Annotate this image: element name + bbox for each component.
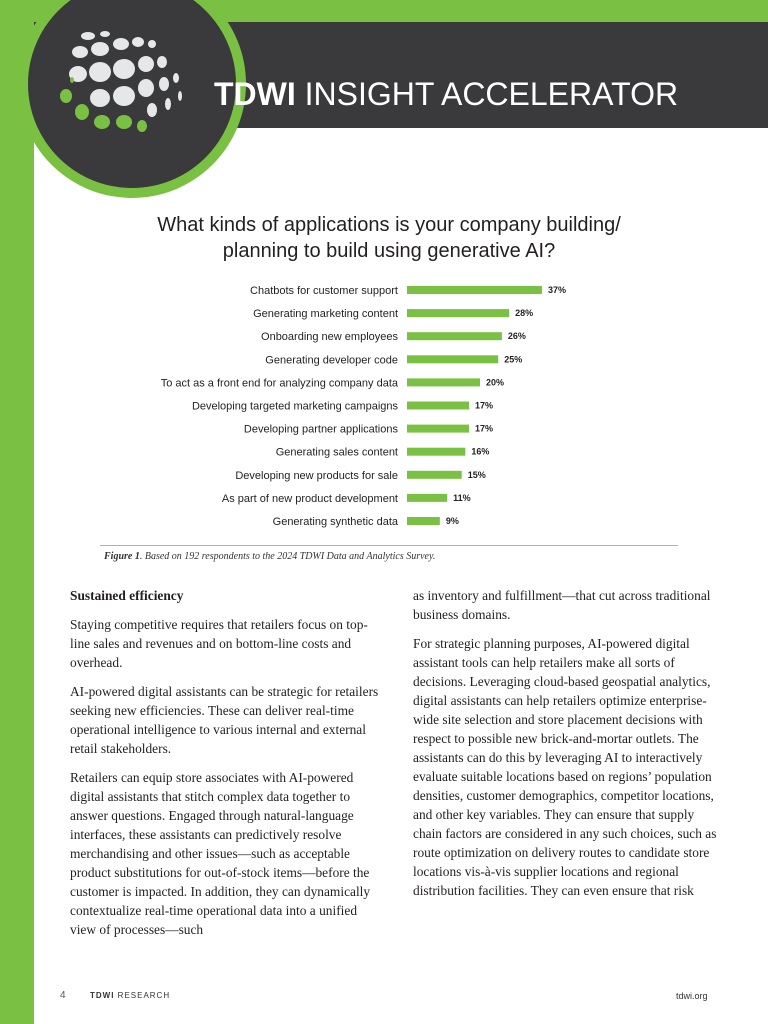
value-label: 11%	[453, 492, 471, 503]
tdwi-dot-sphere-logo	[58, 22, 198, 142]
category-label: Generating sales content	[275, 446, 398, 459]
value-label: 25%	[504, 354, 523, 365]
value-label: 9%	[445, 516, 459, 526]
figure-caption	[104, 551, 435, 562]
category-label: To act as a front end for analyzing company data	[160, 377, 398, 390]
category-label: Developing targeted marketing campaigns	[191, 400, 398, 413]
bar	[407, 286, 542, 294]
figure-divider	[100, 545, 678, 546]
bar	[407, 378, 480, 386]
bar	[407, 355, 498, 363]
category-label: As part of new product development	[221, 492, 398, 505]
page-number: 4	[60, 990, 66, 1001]
category-label: Onboarding new employees	[261, 331, 398, 344]
paragraph: as inventory and fulfillment—that cut across traditional business domains.	[413, 588, 711, 622]
paragraph: For strategic planning purposes, AI-powered digital assistant tools can help retailers make all sorts of decisions. Leveraging cloud-based geospatial analytics, digital assistants can help retailers optimize enterprise-wide site selection and store placement decisions with respect to possible new brick-and-mortar outlets. The assistants can do this by leveraging AI to interactively evaluate suitable locations based on regions’ population densities, customer demographics, competitor locations, and other key variables. They can ensure that supply chain factors are considered in any such choices, such as route optimization on delivery routes to candidate store locations vis-à-vis supplier locations and regional distribution facilities. They can even ensure that risk	[413, 636, 717, 898]
paragraph: AI-powered digital assistants can be strategic for retailers seeking new efficiencies. These can deliver real-time operational intelligence to various internal and external retail stakeholders.	[70, 684, 379, 756]
value-label: 16%	[471, 446, 490, 457]
category-label: Developing partner applications	[243, 423, 398, 436]
category-label: Generating synthetic data	[272, 516, 398, 528]
bar-chart	[100, 276, 678, 532]
bar	[407, 309, 509, 317]
value-label: 37%	[548, 285, 567, 295]
bar	[407, 448, 465, 456]
bar	[407, 425, 469, 433]
article-left-column	[70, 586, 382, 949]
chart-title-line-2: planning to build using generative AI?	[222, 240, 556, 262]
value-label: 28%	[515, 308, 534, 319]
bar	[407, 332, 502, 340]
footer-url[interactable]: tdwi.org	[676, 991, 708, 1001]
category-label: Generating developer code	[265, 354, 398, 367]
left-green-stripe	[0, 0, 34, 1024]
value-label: 17%	[475, 423, 494, 434]
value-label: 15%	[467, 469, 486, 480]
category-label: Developing new products for sale	[235, 469, 398, 482]
caption-label: Figure 1	[104, 551, 140, 562]
category-label: Generating marketing content	[253, 308, 398, 321]
value-label: 20%	[485, 377, 504, 388]
chart-title-line-1: What kinds of applications is your company building/	[157, 214, 621, 236]
paragraph: Staying competitive requires that retailers focus on top-line sales and revenues and on bottom-line costs and overhead.	[70, 617, 368, 670]
caption-text: . Based on 192 respondents to the 2024 TDWI Data and Analytics Survey.	[139, 551, 436, 562]
footer-brand-bold: TDWI	[90, 991, 115, 1000]
title-brand: TDWI	[214, 76, 296, 112]
page-title	[214, 76, 678, 113]
chart-title	[100, 212, 678, 264]
value-label: 17%	[475, 400, 494, 411]
bar	[407, 471, 462, 479]
title-rest: INSIGHT ACCELERATOR	[295, 76, 679, 112]
bar	[407, 517, 440, 525]
article-right-column	[413, 586, 725, 910]
category-label: Chatbots for customer support	[250, 285, 398, 297]
bar	[407, 402, 469, 410]
footer-brand-rest: RESEARCH	[114, 991, 171, 1000]
section-heading: Sustained efficiency	[70, 588, 184, 603]
footer-brand	[90, 991, 170, 1000]
bar	[407, 494, 447, 502]
paragraph: Retailers can equip store associates with AI-powered digital assistants that stitch complex data together to answer questions. Engaged through natural-language interfaces, these assistants can predictively resolve merchandising and other issues—such as acceptable product substitutions for out-of-stock items—before the customer is impacted. In addition, they can dynamically contextualize real-time operational data into a unified view of processes—such	[70, 770, 371, 937]
value-label: 26%	[507, 331, 526, 342]
